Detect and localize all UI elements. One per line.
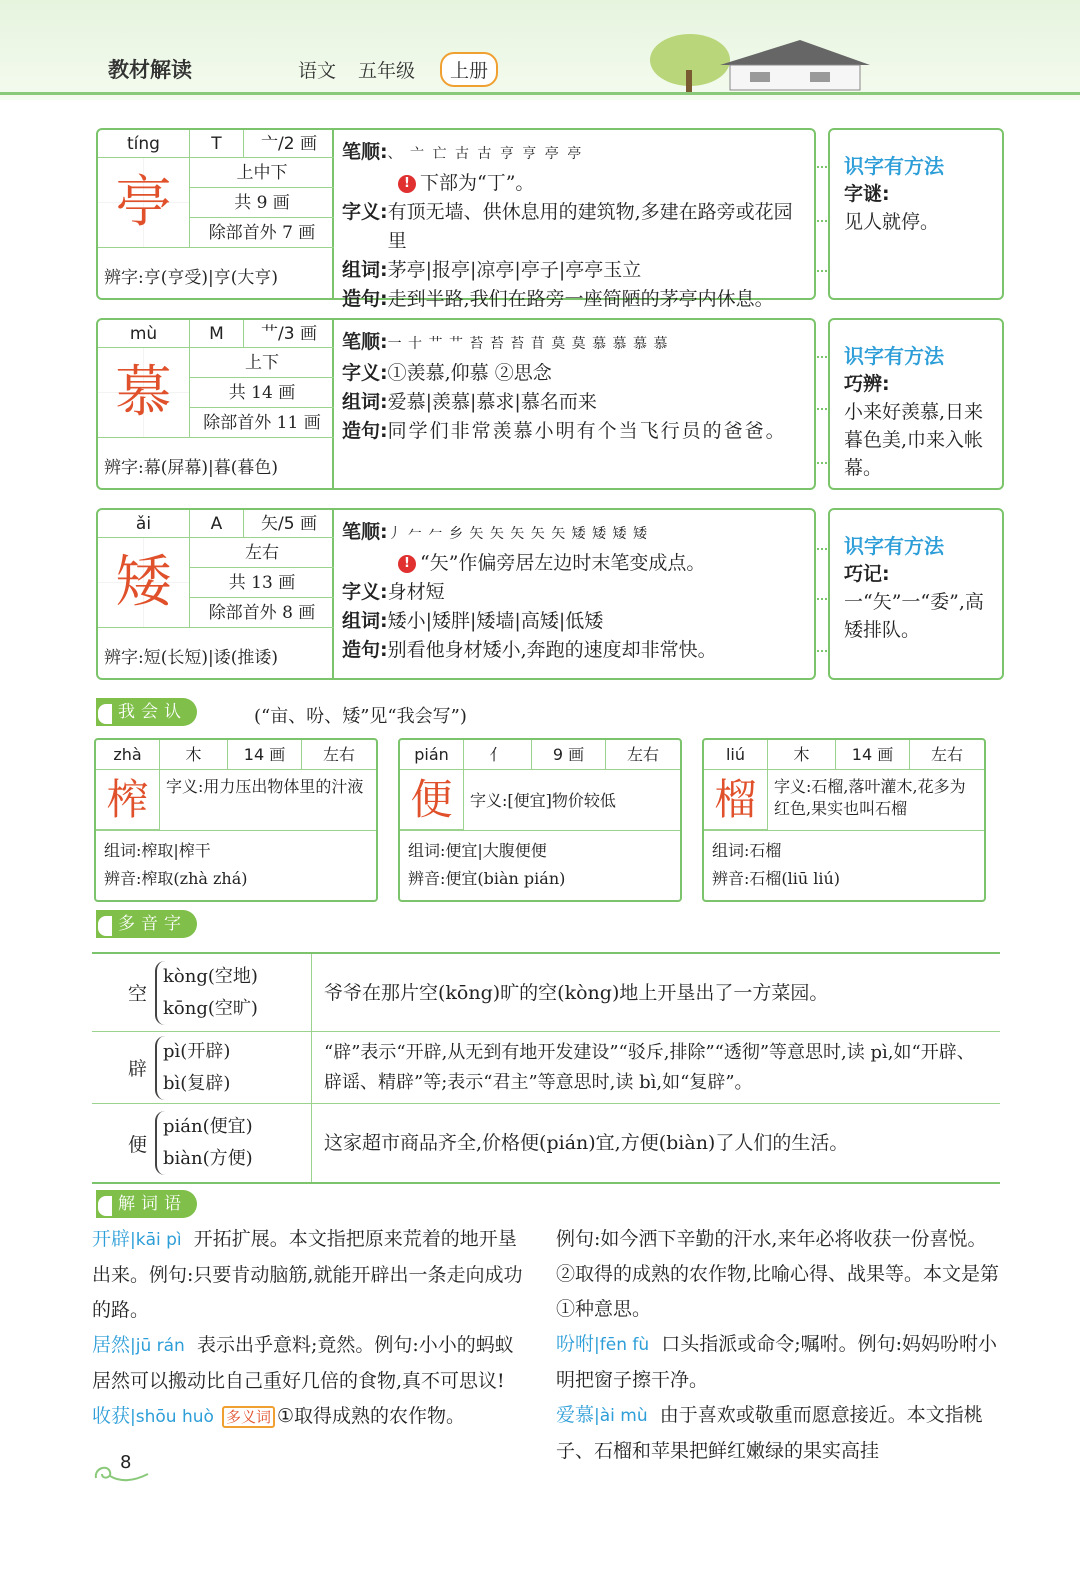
vocab-pinyin: kāi pì	[135, 1230, 182, 1250]
poly-char: 空	[128, 983, 148, 1005]
structure: 上下	[190, 348, 334, 378]
side-text: 见人就停。	[844, 211, 940, 233]
side-title: 识字有方法	[844, 344, 944, 368]
radical: 木	[768, 740, 836, 770]
zuci-label: 组词:	[342, 259, 388, 281]
vocab-definition: 例句:如今洒下辛勤的汗水,来年必将收获一份喜悦。②取得的成熟的农作物,比喻心得、战果等。本文是第①种意思。	[556, 1228, 1000, 1320]
radical: 矢/5 画	[244, 510, 334, 538]
word-groups: 矮小|矮胖|矮墙|高矮|低矮	[387, 610, 604, 632]
reading: kōng(空旷)	[163, 997, 258, 1019]
recognize-card-liu	[702, 738, 986, 902]
vocab-definition: ①取得成熟的农作物。	[276, 1405, 466, 1427]
vocab-pinyin: jū rán	[135, 1336, 185, 1356]
vocab-entry: 居然|jū rán 表示出乎意料;竟然。例句:小小的蚂蚁居然可以搬动比自己重好几倍的食物,真不可思议!	[92, 1334, 514, 1392]
side-tip-mu	[828, 318, 1004, 490]
pinyin: ǎi	[98, 510, 190, 538]
strokes: 14 画	[836, 740, 910, 770]
meaning: 字义:用力压出物体里的汁液	[166, 777, 364, 796]
side-tip-ting	[828, 128, 1004, 300]
poly-example: 爷爷在那片空(kōng)旷的空(kòng)地上开垦出了一方菜园。	[324, 981, 829, 1004]
side-text: 小来好羡慕,日来暮色美,巾来入帐幕。	[844, 401, 984, 479]
vocab-definition: 由于喜欢或敬重而愿意接近。本文指桃子、石榴和苹果把鲜红嫩绿的果实高挂	[556, 1404, 983, 1462]
main-character: 矮	[98, 538, 190, 628]
ziyi-label: 字义:	[342, 362, 388, 384]
meaning: ①羡慕,仰慕 ②思念	[387, 362, 552, 384]
main-character: 榴	[704, 770, 768, 830]
vocab-pinyin: ài mù	[599, 1406, 648, 1426]
distinguish-chars: 辨字:亨(亨受)|亨(大亨)	[104, 268, 278, 288]
side-label: 巧辨:	[844, 373, 890, 395]
vocab-entry: 吩咐|fēn fù 口头指派或命令;嘱咐。例句:妈妈吩咐小明把窗子擦干净。	[556, 1333, 998, 1391]
initial-letter: T	[190, 130, 244, 158]
pinyin: liú	[704, 740, 768, 770]
poly-char: 便	[128, 1133, 148, 1156]
char-card-ai	[96, 508, 816, 680]
outside-strokes: 除部首外 11 画	[190, 408, 334, 438]
vocab-word: 吩咐	[556, 1333, 595, 1355]
initial-letter: M	[190, 320, 244, 348]
vocab-pinyin: shōu huò	[135, 1407, 214, 1427]
structure: 左右	[626, 745, 659, 764]
zaoju-label: 造句:	[342, 288, 388, 310]
char-info-panel	[98, 130, 334, 298]
strokes: 14 画	[228, 740, 302, 770]
radical: 艹/3 画	[244, 320, 334, 348]
word-groups: 组词:石榴	[712, 841, 782, 860]
side-title: 识字有方法	[844, 534, 944, 558]
stroke-order: 、 亠 亡 古 古 亨 亨 亭 亭	[387, 146, 584, 162]
total-strokes: 共 13 画	[190, 568, 334, 598]
main-character: 便	[400, 770, 464, 830]
page-header	[0, 0, 1080, 100]
word-groups: 爱慕|羡慕|慕求|慕名而来	[387, 391, 597, 413]
vocab-definition: 口头指派或命令;嘱咐。例句:妈妈吩咐小明把窗子擦干净。	[556, 1333, 998, 1391]
poly-example: “辟”表示“开辟,从无到有地开发建设”“驳斥,排除”“透彻”等意思时,读 pì,如“开辟、辟谣、精辟”等;表示“君主”等意思时,读 bì,如“复辟”。	[324, 1041, 975, 1093]
radical: 亻	[464, 740, 532, 770]
ziyi-label: 字义:	[342, 201, 388, 223]
vocab-word: 开辟	[92, 1228, 131, 1250]
main-character: 榨	[96, 770, 160, 830]
pronunciation-check: 辨音:便宜(biàn pián)	[408, 869, 566, 888]
stroke-order: 丿 𠂉 𠂉 乡 矢 矢 矢 矢 矢 矮 矮 矮 矮	[387, 526, 649, 542]
meaning: 身材短	[387, 581, 445, 603]
side-text: 一“矢”一“委”,高矮排队。	[844, 591, 984, 641]
recognize-card-zha	[94, 738, 378, 902]
outside-strokes: 除部首外 8 画	[190, 598, 334, 628]
poly-char: 辟	[128, 1058, 148, 1080]
reading: pián(便宜)	[163, 1116, 253, 1137]
book-title: 教材解读	[108, 58, 192, 82]
initial-letter: A	[190, 510, 244, 538]
strokes: 9 画	[532, 740, 606, 770]
page-number: 8	[120, 1452, 132, 1473]
stroke-order: 一 十 艹 艹 苔 苔 苔 苜 莫 莫 慕 慕 慕 慕	[387, 336, 669, 352]
vocab-pinyin: fēn fù	[599, 1335, 650, 1355]
vocab-word: 爱慕	[556, 1404, 595, 1426]
outside-strokes: 除部首外 7 画	[190, 218, 334, 248]
divider	[704, 830, 984, 831]
word-groups: 茅亭|报亭|凉亭|亭子|亭亭玉立	[387, 259, 642, 281]
vocab-entry: 爱慕|ài mù 由于喜欢或敬重而愿意接近。本文指桃子、石榴和苹果把鲜红嫩绿的果实高挂	[556, 1404, 983, 1462]
zuci-label: 组词:	[342, 610, 388, 632]
structure: 上中下	[190, 158, 334, 188]
vocab-right-column	[556, 1222, 1002, 1469]
radical: 木	[160, 740, 228, 770]
house-tree-illustration	[620, 20, 880, 95]
grade-label: 五年级	[358, 60, 416, 82]
vocab-word: 居然	[92, 1334, 131, 1356]
divider	[96, 830, 376, 831]
pinyin: tíng	[98, 130, 190, 158]
main-character: 亭	[98, 158, 190, 248]
structure: 左右	[322, 745, 355, 764]
ziyi-label: 字义:	[342, 581, 388, 603]
reading: kòng(空地)	[163, 965, 258, 987]
structure: 左右	[930, 745, 963, 764]
zuci-label: 组词:	[342, 391, 388, 413]
pronunciation-check: 辨音:石榴(liū liú)	[712, 869, 841, 888]
zaoju-label: 造句:	[342, 420, 388, 442]
pronunciation-check: 辨音:榨取(zhà zhá)	[104, 869, 248, 888]
total-strokes: 共 9 画	[190, 188, 334, 218]
recognize-note: (“亩、吩、矮”见“我会写”)	[254, 706, 467, 727]
pinyin: pián	[400, 740, 464, 770]
side-tip-ai	[828, 508, 1004, 680]
radical: 亠/2 画	[244, 130, 334, 158]
meaning: 有顶无墙、供休息用的建筑物,多建在路旁或花园里	[387, 201, 793, 252]
warning-icon: !	[398, 175, 416, 193]
zaoju-label: 造句:	[342, 639, 388, 661]
volume-badge: 上册	[440, 52, 498, 87]
distinguish-chars: 辨字:幕(屏幕)|暮(暮色)	[104, 458, 278, 478]
side-title: 识字有方法	[844, 154, 944, 178]
char-info-panel	[98, 320, 334, 488]
polysemy-badge: 多义词	[222, 1406, 275, 1428]
reading: bì(复辟)	[163, 1072, 231, 1094]
char-card-ting	[96, 128, 816, 310]
header-rule	[0, 92, 1080, 95]
total-strokes: 共 14 画	[190, 378, 334, 408]
poly-example: 这家超市商品齐全,价格便(pián)宜,方便(biàn)了人们的生活。	[324, 1132, 849, 1154]
section-tag-polyphone: 多音字	[96, 910, 197, 938]
meaning: 字义:[便宜]物价较低	[470, 791, 616, 810]
example-sentence: 走到半路,我们在路旁一座简陋的茅亭内休息。	[387, 288, 774, 310]
subject-label: 语文	[298, 60, 337, 82]
word-groups: 组词:便宜|大腹便便	[408, 841, 547, 860]
bishun-label: 笔顺:	[342, 331, 388, 353]
vocab-word: 收获	[92, 1405, 131, 1427]
bishun-label: 笔顺:	[342, 141, 388, 163]
meaning: 字义:石榴,落叶灌木,花多为红色,果实也叫石榴	[774, 777, 966, 818]
vocab-entry: 开辟|kāi pì 开拓扩展。本文指把原来荒着的地开垦出来。例句:只要肯动脑筋,就能开辟出一条走向成功的路。	[92, 1228, 523, 1321]
vocab-entry	[556, 1222, 1002, 1327]
distinguish-chars: 辨字:短(长短)|诿(推诿)	[104, 648, 278, 668]
polyphone-row	[92, 954, 1000, 1032]
char-card-mu	[96, 318, 816, 490]
note: 下部为“丁”。	[420, 172, 535, 194]
pinyin: mù	[98, 320, 190, 348]
example-sentence: 别看他身材矮小,奔跑的速度却非常快。	[387, 639, 717, 661]
example-sentence: 同学们非常羡慕小明有个当飞行员的爸爸。	[387, 420, 787, 442]
vocab-left-column	[92, 1222, 532, 1435]
recognize-card-pian	[398, 738, 682, 902]
bishun-label: 笔顺:	[342, 521, 388, 543]
reading: pì(开辟)	[163, 1040, 231, 1062]
reading: biàn(方便)	[163, 1148, 253, 1169]
word-groups: 组词:榨取|榨干	[104, 841, 211, 860]
pinyin: zhà	[96, 740, 160, 770]
vocab-entry: 收获|shōu huò 多义词 ①取得成熟的农作物。	[92, 1405, 466, 1427]
main-character: 慕	[98, 348, 190, 438]
section-tag-vocab: 解词语	[96, 1190, 197, 1218]
side-label: 巧记:	[844, 563, 890, 585]
char-info-panel	[98, 510, 334, 678]
structure: 左右	[190, 538, 334, 568]
polyphone-row	[92, 1032, 1000, 1104]
side-label: 字谜:	[844, 183, 890, 205]
warning-icon: !	[398, 555, 416, 573]
vocab-definition: 开拓扩展。本文指把原来荒着的地开垦出来。例句:只要肯动脑筋,就能开辟出一条走向成功的路。	[92, 1228, 523, 1321]
section-tag-recognize: 我会认	[96, 698, 197, 726]
divider	[400, 830, 680, 831]
note: “矢”作偏旁居左边时末笔变成点。	[420, 552, 706, 574]
polyphone-row	[92, 1104, 1000, 1182]
polyphone-table	[92, 952, 1000, 1184]
vocab-definition: 表示出乎意料;竟然。例句:小小的蚂蚁居然可以搬动比自己重好几倍的食物,真不可思议!	[92, 1334, 514, 1392]
